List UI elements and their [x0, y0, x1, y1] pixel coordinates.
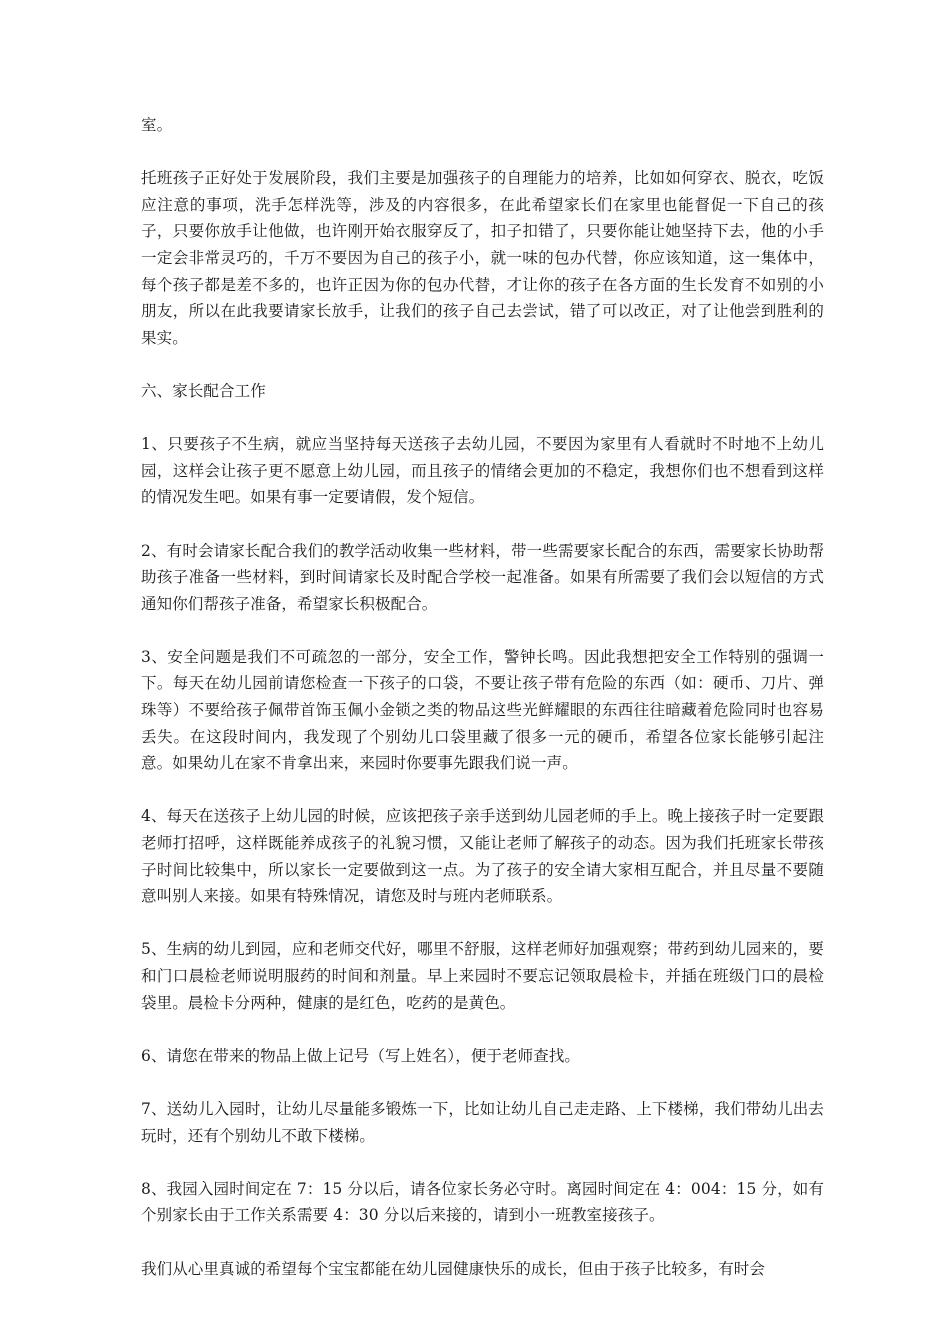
item-4-dropoff: 4、每天在送孩子上幼儿园的时候，应该把孩子亲手送到幼儿园老师的手上。晚上接孩子时一定要跟老师打招呼，这样既能养成孩子的礼貌习惯，又能让老师了解孩子的动态。因为我们托班家长带孩子时间比较集中，所以家长一定要做到这一点。为了孩子的安全请大家相互配合，并且尽量不要随意叫别人来接。如果有特殊情况，请您及时与班内老师联系。	[141, 807, 824, 906]
closing-paragraph: 我们从心里真诚的希望每个宝宝都能在幼儿园健康快乐的成长，但由于孩子比较多，有时会	[141, 1259, 766, 1278]
paragraph-self-care: 托班孩子正好处于发展阶段，我们主要是加强孩子的自理能力的培养，比如如何穿衣、脱衣，吃饭应注意的事项，洗手怎样洗等，涉及的内容很多，在此希望家长们在家里也能督促一下自己的孩子，只要你放手让他做，也许刚开始衣服穿反了，扣子扣错了，只要你能让她坚持下去，他的小手一定会非常灵巧的，千万不要因为自己的孩子小，就一味的包办代替，你应该知道，这一集体中，每个孩子都是差不多的，也许正因为你的包办代替，才让你的孩子在各方面的生长发育不如别的小朋友，所以在此我要请家长放手，让我们的孩子自己去尝试，错了可以改正，对了让他尝到胜利的果实。	[141, 169, 824, 347]
section-heading: 六、家长配合工作	[141, 381, 266, 400]
item-5-illness: 5、生病的幼儿到园，应和老师交代好，哪里不舒服，这样老师好加强观察；带药到幼儿园来的，要和门口晨检老师说明服药的时间和剂量。早上来园时不要忘记领取晨检卡，并插在班级门口的晨检袋里。晨检卡分两种，健康的是红色，吃药的是黄色。	[141, 940, 824, 1012]
item-7-exercise: 7、送幼儿入园时，让幼儿尽量能多锻炼一下，比如让幼儿自己走走路、上下楼梯，我们带幼儿出去玩时，还有个别幼儿不敢下楼梯。	[141, 1099, 824, 1145]
item-6-labels: 6、请您在带来的物品上做上记号（写上姓名），便于老师查找。	[141, 1046, 581, 1065]
item-3-safety: 3、安全问题是我们不可疏忽的一部分，安全工作，警钟长鸣。因此我想把安全工作特别的强调一下。每天在幼儿园前请您检查一下孩子的口袋，不要让孩子带有危险的东西（如：硬币、刀片、弹珠等）不要给孩子佩带首饰玉佩小金锁之类的物品这些光鲜耀眼的东西往往暗藏着危险同时也容易丢失。在这段时间内，我发现了个别幼儿口袋里藏了很多一元的硬币，希望各位家长能够引起注意。如果幼儿在家不肯拿出来，来园时你要事先跟我们说一声。	[141, 647, 824, 773]
item-2-materials: 2、有时会请家长配合我们的教学活动收集一些材料，带一些需要家长配合的东西，需要家长协助帮助孩子准备一些材料，到时间请家长及时配合学校一起准备。如果有所需要了我们会以短信的方式通知你们帮孩子准备，希望家长积极配合。	[141, 541, 824, 613]
paragraph-continuation: 室。	[141, 116, 173, 134]
item-1-attendance: 1、只要孩子不生病，就应当坚持每天送孩子去幼儿园，不要因为家里有人看就时不时地不上幼儿园，这样会让孩子更不愿意上幼儿园，而且孩子的情绪会更加的不稳定，我想你们也不想看到这样的情况发生吧。如果有事一定要请假，发个短信。	[141, 435, 824, 507]
document-page	[141, 112, 824, 1282]
item-8-schedule: 8、我园入园时间定在 7：15 分以后，请各位家长务必守时。离园时间定在 4：004：15 分，如有个别家长由于工作关系需要 4：30 分以后来接的，请到小一班教室接孩子。	[141, 1179, 824, 1225]
